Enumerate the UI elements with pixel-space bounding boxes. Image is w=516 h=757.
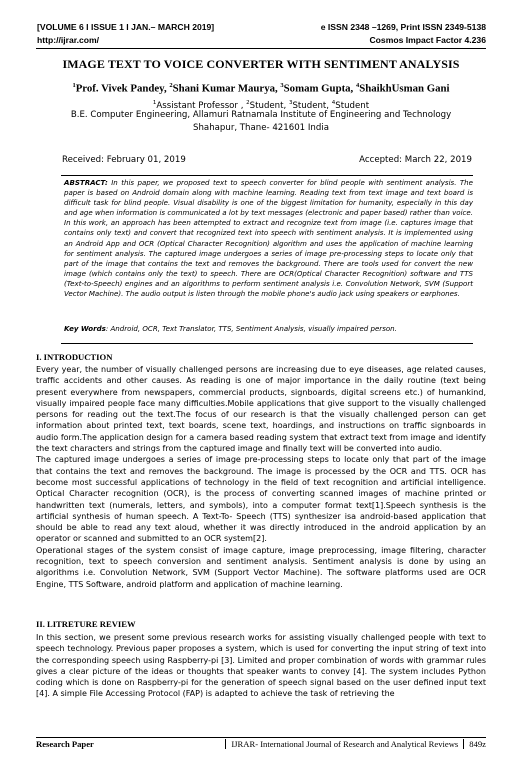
role-text: Student — [335, 100, 370, 111]
footer-divider — [463, 739, 464, 749]
role-text: Assistant Professor , — [156, 100, 247, 111]
section-heading-introduction: I. INTRODUCTION — [36, 352, 113, 362]
journal-url[interactable]: http://ijrar.com/ — [37, 35, 100, 45]
dates-row — [62, 155, 472, 165]
received-date: Received: February 01, 2019 — [62, 155, 186, 165]
author-name: Somam Gupta, — [283, 82, 356, 95]
literature-review-body — [36, 632, 486, 700]
issn-info: e ISSN 2348 –1269, Print ISSN 2349-5138 — [320, 22, 486, 32]
author-list — [36, 82, 486, 95]
role-number: 3 — [288, 100, 293, 106]
role-text: Student, — [249, 100, 289, 111]
author-number: 1 — [72, 82, 76, 89]
header-rule — [36, 48, 486, 49]
role-text: Student, — [292, 100, 332, 111]
section-heading-literature-review: II. LITRETURE REVIEW — [36, 619, 136, 629]
abstract-section — [61, 175, 473, 344]
impact-factor: Cosmos Impact Factor 4.236 — [369, 35, 486, 45]
accepted-date: Accepted: March 22, 2019 — [359, 155, 472, 165]
role-number: 1 — [152, 100, 157, 106]
author-name: Shani Kumar Maurya, — [172, 82, 281, 95]
institute-location: Shahapur, Thane- 421601 India — [193, 123, 329, 133]
header-top-row — [37, 22, 486, 32]
footer-paper-type: Research Paper — [36, 739, 94, 749]
paragraph: Operational stages of the system consist of image capture, image preprocessing, image filtering, character recognition, text to speech conversion and sentiment analysis. Sentiment analysis is done by using an algorithms i.e. Convolution Network, SVM (Support Vector Machine). The software platforms used are OCR Engine, TTS Software, android platform and application of machine learning. — [36, 545, 486, 589]
paper-title: IMAGE TEXT TO VOICE CONVERTER WITH SENTIMENT ANALYSIS — [62, 57, 460, 71]
footer-page-number: 849z — [469, 739, 486, 749]
abstract-label: ABSTRACT: — [64, 178, 108, 187]
author-number: 3 — [280, 82, 284, 89]
footer-rule — [36, 737, 486, 738]
institute-name: B.E. Computer Engineering, Allamuri Ratnamala Institute of Engineering and Technology — [70, 110, 452, 120]
author-number: 4 — [355, 82, 360, 89]
keywords-label: Key Words — [64, 324, 106, 333]
author-name: ShaikhUsman Gani — [359, 82, 450, 95]
role-number: 2 — [246, 100, 250, 106]
paragraph: Every year, the number of visually challenged persons are increasing due to eye diseases, age related causes, traffic accidents and other causes. As reading is one of major importance in the daily routine (text being present everywhere from newspapers, commercial products, signboards, digital screens etc.) of humankind, visually impaired people face many difficulties.Mobile applications that give support to the visually challenged persons for reading out the text.The focus of our research is that the visually challenged person can get information about printed text, text boards, scene text, hoardings, and instructions on traffic signboards in audio form.The application design for a camera based reading system that extract text from image and identify the text characters and strings from the captured image and finally text will be converted into audio. — [36, 365, 486, 454]
volume-info: [VOLUME 6 I ISSUE 1 I JAN.– MARCH 2019] — [37, 22, 215, 32]
role-number: 4 — [331, 100, 336, 106]
keywords-text: : Android, OCR, Text Translator, TTS, Sentiment Analysis, visually impaired person. — [105, 324, 397, 333]
keywords — [64, 324, 473, 333]
introduction-body — [36, 364, 486, 590]
abstract-body: In this paper, we proposed text to speech converter for blind people with sentiment analysis. The paper is based on Android domain along with machine learning. Reading text from text image and text board is difficult task for blind people. Visual disability is one of the biggest limitation for humanity, especially in this day and age when information is communicated a lot by text messages (electronic and paper based) rather than voice. In this work, an approach has been attempted to extract and recognize text from image (i.e. captures image that contains only text) and convert that recognized text into speech with sentiment analysis. It is implemented using an Android App and OCR (Optical Character Recognition) algorithm and uses the application of machine learning for sentiment analysis. The captured image undergoes a series of image pre-processing steps to locate only that part of the image that contains the text and removes the background. There are tools used for convert the new image (which contains only the text) to speech. There are OCR(Optical Character Recognition) software and TTS (Text-to-Speech) engines and an algorithms to perform sentiment analysis i.e. Convolution Network, SVM (Support Vector Machine). The audio output is listen through the mobile phone's audio jack using speakers or earphones. — [64, 178, 473, 299]
paragraph: In this section, we present some previous research works for assisting visually challenged people with text to speech technology. Previous paper proposes a system, which is used for converting the input string of text into the corresponding speech using Raspberry-pi [3]. Limited and proper combination of words with grammar rules gives a clear picture of the ideas or thoughts that speaker wants to convey [4]. The system includes Python coding which is done on Raspberry-pi for the generation of speech signal based on the user defined input text [4]. A simple File Accessing Protocol (FAP) is adapted to achieve the task of retrieving the — [36, 633, 486, 699]
footer-journal-info — [220, 739, 486, 749]
author-name: Prof. Vivek Pandey, — [75, 82, 170, 95]
abstract-text — [64, 178, 473, 299]
footer-divider — [225, 739, 226, 749]
page-footer — [36, 739, 486, 751]
footer-journal-name: IJRAR- International Journal of Research and Analytical Reviews — [231, 739, 459, 749]
author-number: 2 — [169, 82, 173, 89]
header-second-row — [37, 35, 486, 45]
paragraph: The captured image undergoes a series of image pre-processing steps to locate only that part of the image that contains the text and removes the background. The image is processed by the OCR and TTS. OCR has become most successful applications of technology in the field of text recognition and artificial intelligence. Optical Character recognition (OCR), is the process of converting scanned images of machine printed or handwritten text (numerals, letters, and symbols), into a computer format text[1].Speech synthesis is the artificial synthesis of human speech. A Text-To- Speech (TTS) synthesizer isa android-based application that should be able to read any text aloud, whether it was directly introduced in the android application by an operator or scanned and submitted to an OCR system[2]. — [36, 455, 486, 544]
